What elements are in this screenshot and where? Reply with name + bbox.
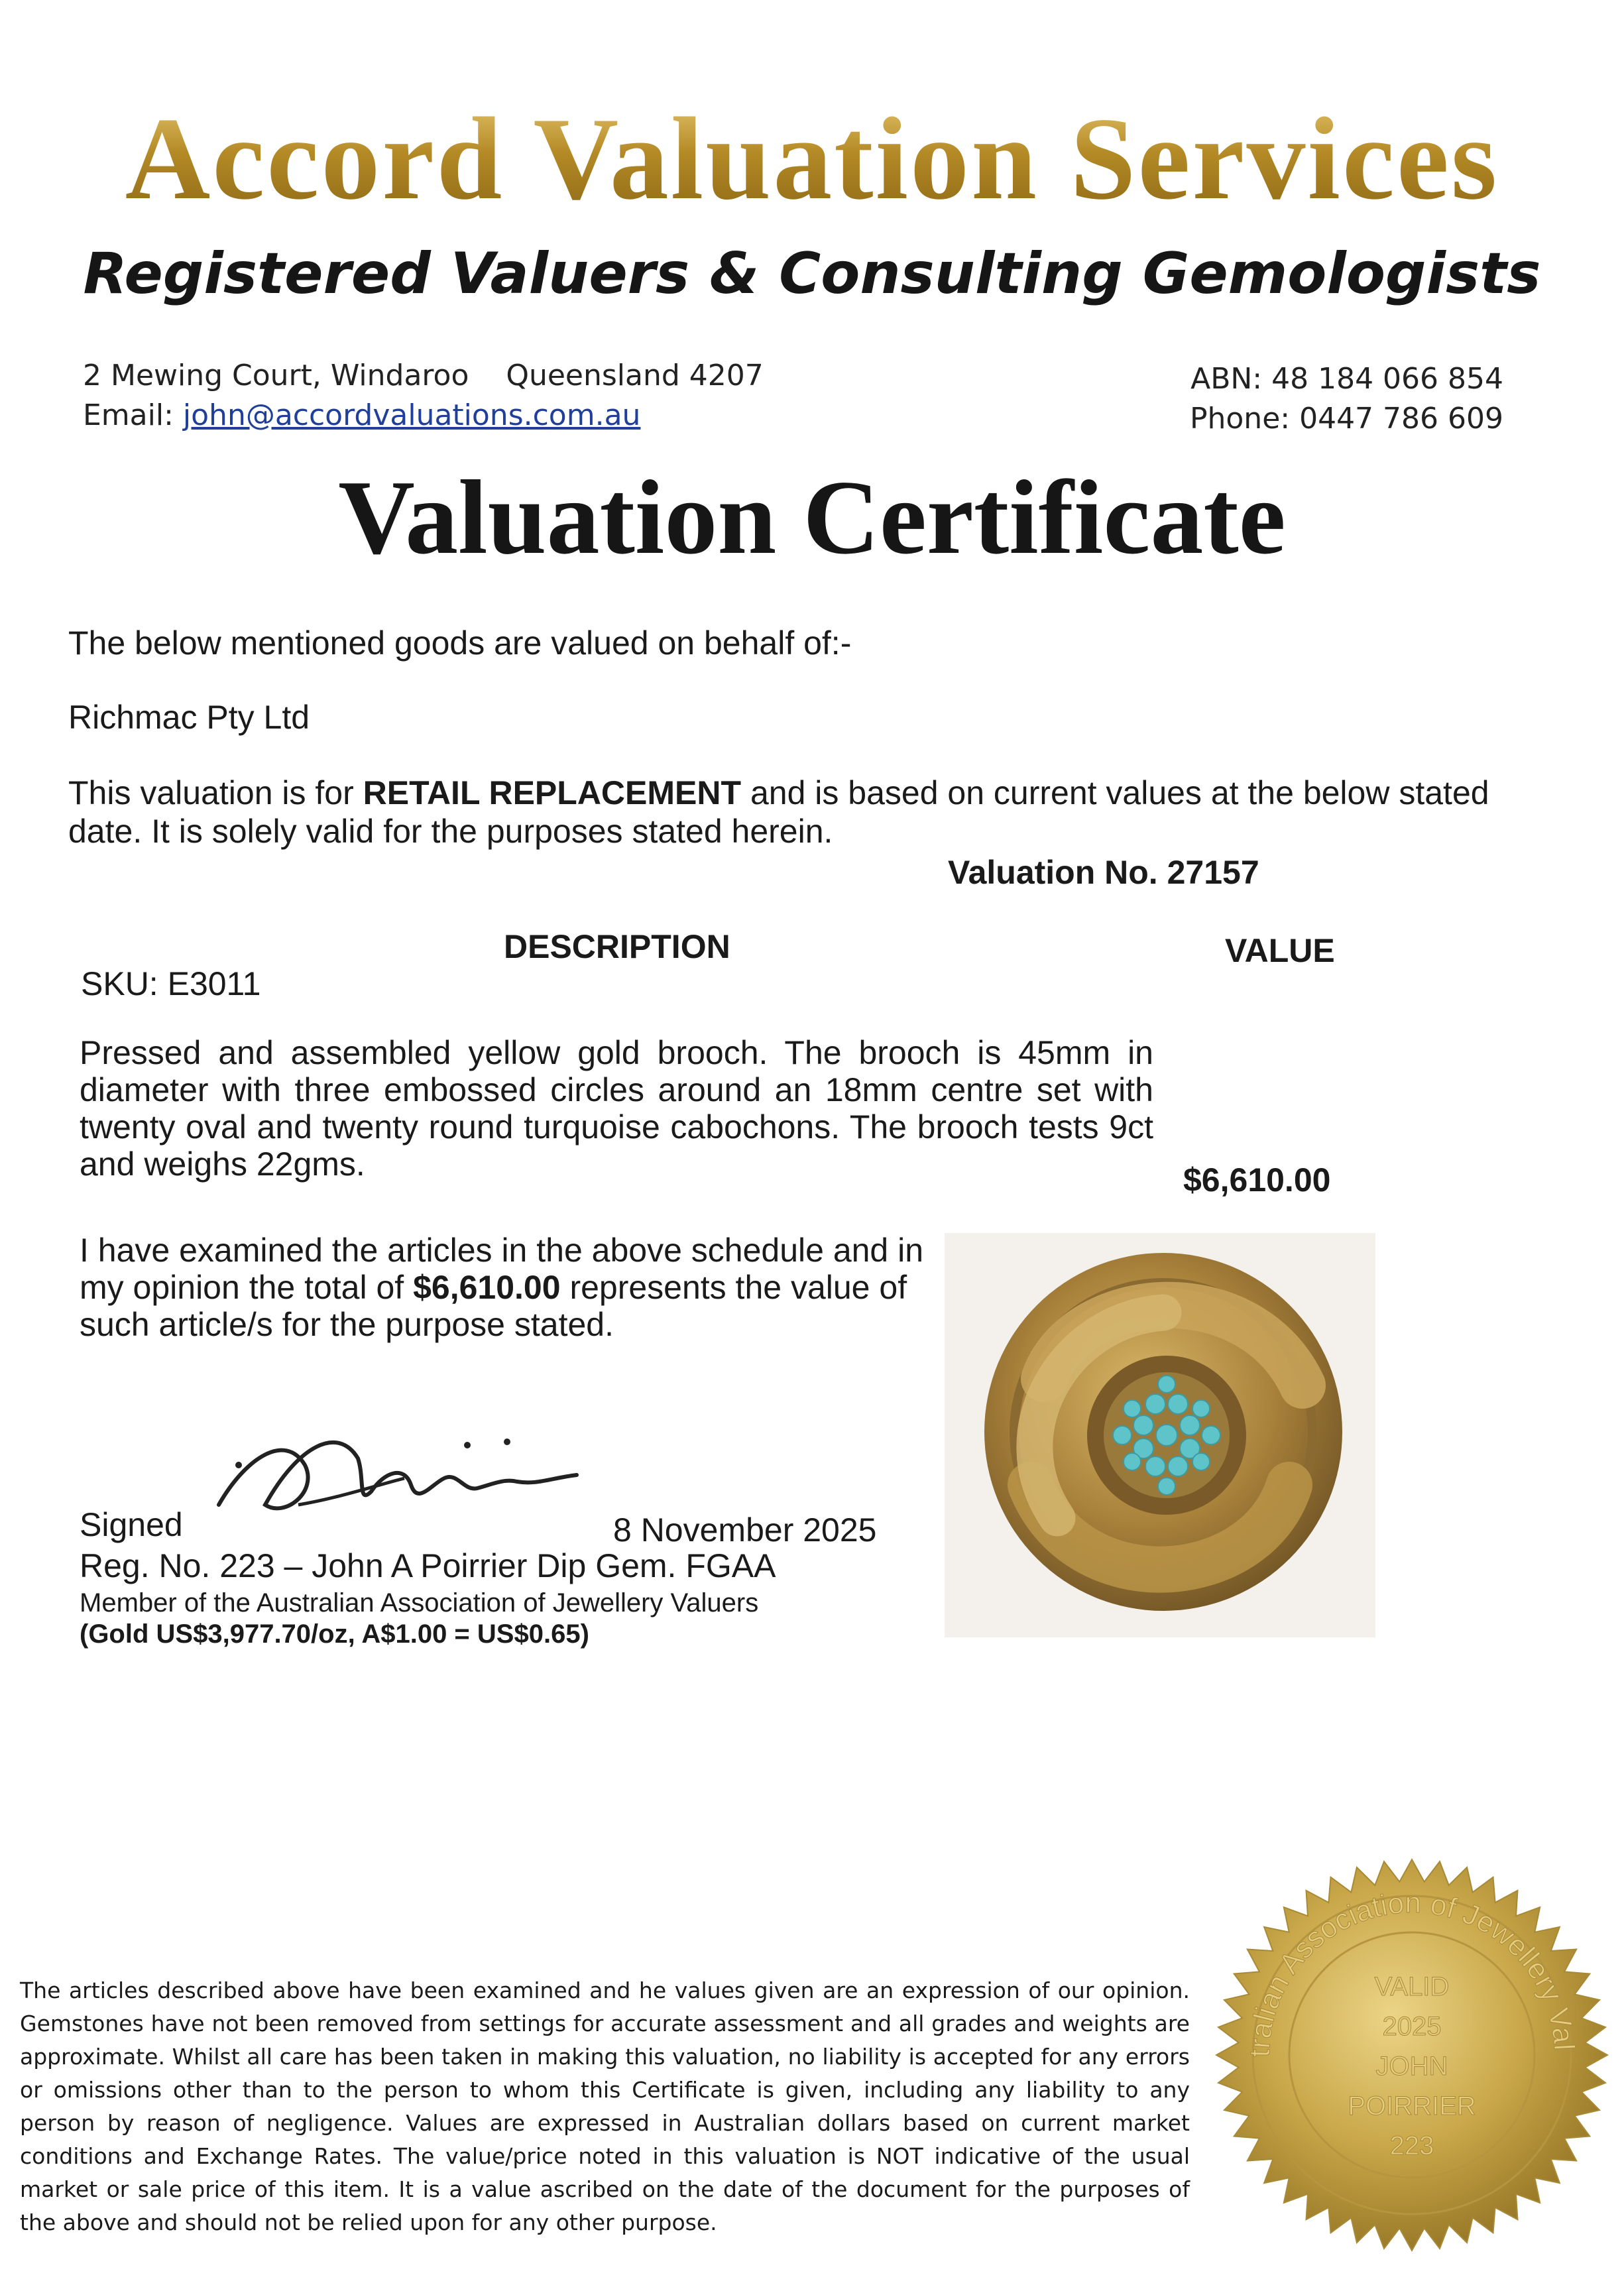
purpose-suffix: and is based on current values at the below stated <box>750 774 1489 811</box>
company-address: 2 Mewing Court, Windaroo Queensland 4207 <box>83 359 764 392</box>
company-tagline: Registered Valuers & Consulting Gemologists <box>83 241 1541 307</box>
description-header: DESCRIPTION <box>504 928 730 965</box>
seal-line4: POIRRIER <box>1348 2091 1476 2121</box>
seal-line2: 2025 <box>1382 2012 1442 2041</box>
signed-label: Signed <box>80 1506 183 1543</box>
item-value: $6,610.00 <box>1183 1161 1331 1199</box>
email-link[interactable]: john@accordvaluations.com.au <box>182 398 641 432</box>
gold-seal <box>1213 1856 1611 2254</box>
opinion-total: $6,610.00 <box>413 1269 561 1306</box>
item-description: Pressed and assembled yellow gold brooch. The brooch is 45mm in diameter with three embossed circles around an 18mm centre set with twenty oval and twenty round turquoise cabochons. The brooch tests 9ct and weighs 22gms. <box>80 1034 1153 1183</box>
email-line <box>83 398 641 432</box>
membership-line: Member of the Australian Association of Jewellery Valuers <box>80 1588 759 1617</box>
abn: ABN: 48 184 066 854 <box>1190 362 1503 396</box>
valuation-number: Valuation No. 27157 <box>948 854 1259 891</box>
company-name: Accord Valuation Services <box>0 99 1624 217</box>
purpose-bold: RETAIL REPLACEMENT <box>363 774 742 811</box>
purpose-prefix: This valuation is for <box>68 774 354 811</box>
brooch-photo <box>945 1233 1375 1637</box>
opinion-suffix: represents the value of such article/s for the purpose stated. <box>80 1269 907 1343</box>
brooch-image <box>945 1233 1375 1637</box>
purpose-line2: date. It is solely valid for the purposes stated herein. <box>68 812 833 850</box>
intro-text: The below mentioned goods are valued on behalf of:- <box>68 624 852 662</box>
phone: Phone: 0447 786 609 <box>1189 402 1503 436</box>
registration-line: Reg. No. 223 – John A Poirrier Dip Gem. FGAA <box>80 1547 776 1584</box>
email-label: Email: <box>83 398 174 432</box>
value-header: VALUE <box>1225 932 1335 969</box>
exchange-rates: (Gold US$3,977.70/oz, A$1.00 = US$0.65) <box>80 1619 589 1649</box>
purpose-statement <box>68 774 1540 851</box>
client-name: Richmac Pty Ltd <box>68 699 310 736</box>
seal-graphic <box>1213 1856 1611 2254</box>
disclaimer: The articles described above have been examined and he values given are an expression of our opinion. Gemstones have not been removed from settings for accurate assessment and all grades and weights are approximate. Whilst all care has been taken in making this valuation, no liability is accepted for any errors or omissions other than to the person to whom this Certificate is given, including any liability to any person by reason of negligence. Values are expressed in Australian dollars based on current market conditions and Exchange Rates. The value/price noted in this valuation is NOT indicative of the usual market or sale price of this item. It is a value ascribed on the date of the document for the purposes of the above and should not be relied upon for any other purpose. <box>20 1977 1190 2235</box>
opinion-statement <box>80 1232 941 1343</box>
seal-line3: JOHN <box>1375 2052 1448 2081</box>
handwritten-signature <box>205 1405 590 1538</box>
seal-line1: VALID <box>1374 1972 1450 2001</box>
opinion-prefix: I have examined the articles in the above schedule and in my opinion the total of <box>80 1232 924 1306</box>
seal-ring-text: tralian Association of Jewellery Val <box>1243 1886 1580 2058</box>
certificate-title: Valuation Certificate <box>338 458 1286 576</box>
sku: SKU: E3011 <box>81 965 261 1002</box>
seal-line5: 223 <box>1389 2131 1434 2160</box>
signed-date: 8 November 2025 <box>613 1511 877 1549</box>
